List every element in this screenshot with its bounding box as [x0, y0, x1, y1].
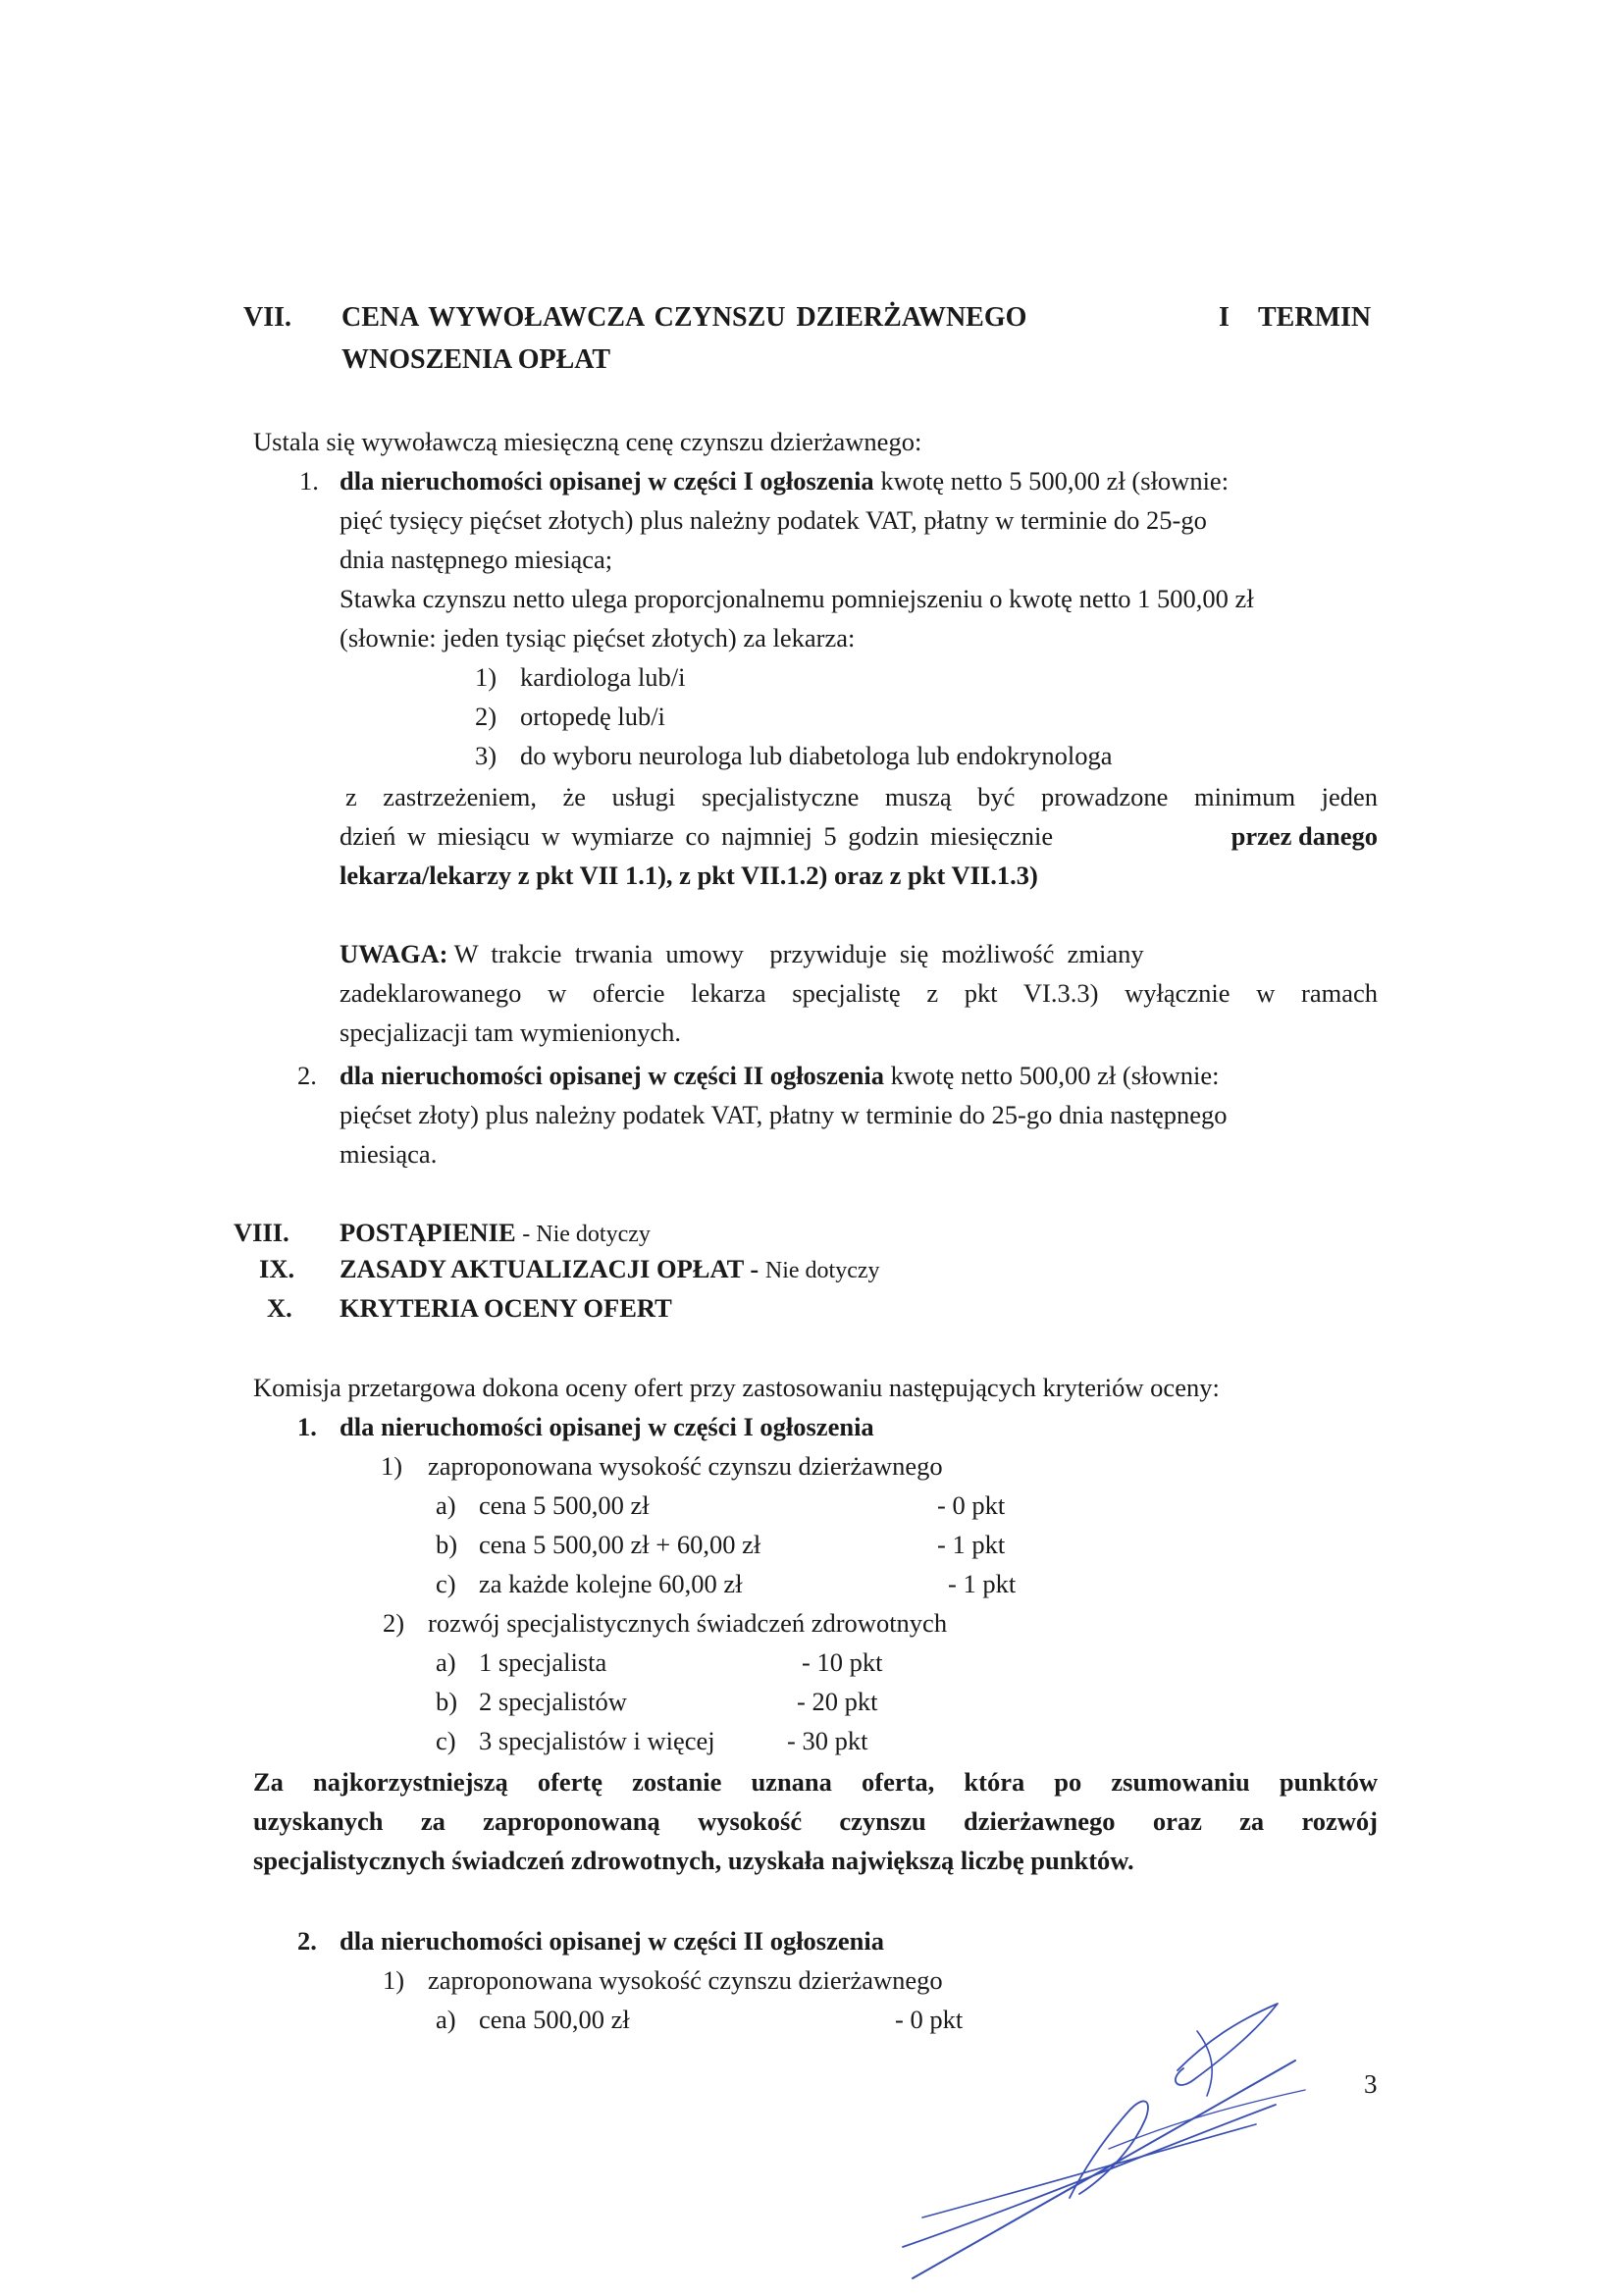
item1-bold: dla nieruchomości opisanej w części I ogłoszenia [340, 466, 874, 496]
part2-number: 2. [297, 1926, 317, 1956]
doctor-3-number: 3) [475, 741, 497, 770]
doctor-2-text: ortopedę lub/i [520, 702, 665, 731]
part1-c1-a-points: - 0 pkt [937, 1490, 1006, 1520]
part1-c1-a-text: cena 5 500,00 zł [479, 1490, 650, 1520]
part1-c1-c-text: za każde kolejne 60,00 zł [479, 1569, 743, 1598]
item2-line1 [340, 1058, 1220, 1093]
section-viii-number: VIII. [234, 1218, 289, 1247]
item2-bold: dla nieruchomości opisanej w części II ogłoszenia [340, 1061, 884, 1090]
condition-line2-bold: przez danego [1230, 821, 1378, 851]
item1-line1-rest: kwotę netto 5 500,00 zł (słownie: [880, 466, 1230, 496]
item2-number: 2. [297, 1061, 317, 1090]
doctor-1-number: 1) [475, 662, 497, 692]
signature-image [883, 2002, 1315, 2296]
item1-line5: (słownie: jeden tysiąc pięćset złotych) za lekarza: [340, 623, 856, 652]
part1-c2-b-points: - 20 pkt [797, 1687, 878, 1716]
section-viii-rest: - Nie dotyczy [522, 1222, 651, 1247]
section-x-number: X. [267, 1293, 292, 1323]
part1-c1-number: 1) [381, 1451, 403, 1481]
section-vii-title-line2: WNOSZENIA OPŁAT [341, 344, 611, 375]
item1-line1 [340, 463, 1229, 498]
note-label: UWAGA: [340, 939, 448, 968]
part1-c1-b-text: cena 5 500,00 zł + 60,00 zł [479, 1530, 761, 1559]
note-line1 [340, 936, 1378, 971]
section-vii-title-termin: TERMIN [1258, 302, 1372, 333]
section-vii-title-i: I [1219, 302, 1230, 333]
section-viii-title: POSTĄPIENIE [340, 1218, 516, 1247]
doctor-3-text: do wyboru neurologa lub diabetologa lub endokrynologa [520, 741, 1113, 770]
item2-line2: pięćset złoty) plus należny podatek VAT, płatny w terminie do 25-go dnia następnego [340, 1100, 1228, 1129]
doctor-1-text: kardiologa lub/i [520, 662, 686, 692]
section-ix-line [340, 1251, 880, 1288]
part1-c2-a-points: - 10 pkt [802, 1647, 883, 1677]
part1-number: 1. [297, 1412, 317, 1441]
part1-c2-b-text: 2 specjalistów [479, 1687, 627, 1716]
note-line1-rest: W trakcie trwania umowy przywiduje się możliwość zmiany [453, 939, 1144, 968]
section-ix-rest: Nie dotyczy [764, 1258, 880, 1283]
part1-c2-b-letter: b) [436, 1687, 458, 1716]
condition-line2-normal: dzień w miesiącu w wymiarze co najmniej 5 godzin miesięcznie [340, 821, 1054, 851]
doctor-2-number: 2) [475, 702, 497, 731]
part1-summary-line3: specjalistycznych świadczeń zdrowotnych, uzyskała największą liczbę punktów. [253, 1846, 1134, 1875]
part1-c1-b-letter: b) [436, 1530, 458, 1559]
part1-c2-a-letter: a) [436, 1647, 456, 1677]
part1-c1-b-points: - 1 pkt [937, 1530, 1006, 1559]
section-x-title: KRYTERIA OCENY OFERT [340, 1293, 672, 1323]
part1-c1-a-letter: a) [436, 1490, 456, 1520]
item2-line3: miesiąca. [340, 1139, 438, 1169]
condition-line2 [340, 818, 1378, 854]
part1-title: dla nieruchomości opisanej w części I ogłoszenia [340, 1412, 874, 1441]
note-line3: specjalizacji tam wymienionych. [340, 1018, 682, 1047]
item1-line2: pięć tysięcy pięćset złotych) plus należny podatek VAT, płatny w terminie do 25-go [340, 505, 1207, 535]
part1-summary-line2: uzyskanych za zaproponowaną wysokość czynszu dzierżawnego oraz za rozwój [253, 1806, 1378, 1836]
part2-c1-title: zaproponowana wysokość czynszu dzierżawnego [428, 1965, 943, 1995]
section-ix-number: IX. [259, 1254, 295, 1283]
part1-c2-c-points: - 30 pkt [787, 1726, 868, 1755]
part2-c1-number: 1) [383, 1965, 405, 1995]
condition-line1: z zastrzeżeniem, że usługi specjalistyczne muszą być prowadzone minimum jeden [345, 782, 1378, 811]
part1-c2-c-text: 3 specjalistów i więcej [479, 1726, 715, 1755]
part1-c2-a-text: 1 specjalista [479, 1647, 607, 1677]
page-number: 3 [1364, 2069, 1378, 2099]
section-ix-title: ZASADY AKTUALIZACJI OPŁAT - [340, 1254, 759, 1283]
section-vii-intro: Ustala się wywoławczą miesięczną cenę czynszu dzierżawnego: [253, 427, 922, 456]
item2-line1-rest: kwotę netto 500,00 zł (słownie: [890, 1061, 1220, 1090]
part2-title: dla nieruchomości opisanej w części II ogłoszenia [340, 1926, 884, 1956]
section-vii-title-line1: CENA WYWOŁAWCZA CZYNSZU DZIERŻAWNEGO [341, 302, 1027, 333]
part2-c1-a-points: - 0 pkt [895, 2005, 964, 2034]
part1-c2-c-letter: c) [436, 1726, 456, 1755]
part1-summary-line1: Za najkorzystniejszą ofertę zostanie uznana oferta, która po zsumowaniu punktów [253, 1767, 1378, 1797]
note-line2: zadeklarowanego w ofercie lekarza specjalistę z pkt VI.3.3) wyłącznie w ramach [340, 978, 1378, 1008]
part2-c1-a-text: cena 500,00 zł [479, 2005, 630, 2034]
section-vii-number: VII. [243, 302, 292, 333]
part1-c1-c-letter: c) [436, 1569, 456, 1598]
item1-line4: Stawka czynszu netto ulega proporcjonalnemu pomniejszeniu o kwotę netto 1 500,00 zł [340, 584, 1254, 613]
part1-c1-title: zaproponowana wysokość czynszu dzierżawnego [428, 1451, 943, 1481]
condition-line3: lekarza/lekarzy z pkt VII 1.1), z pkt VII.1.2) oraz z pkt VII.1.3) [340, 861, 1038, 890]
item1-line3: dnia następnego miesiąca; [340, 545, 613, 574]
item1-number: 1. [299, 466, 319, 496]
part1-c2-number: 2) [383, 1608, 405, 1638]
part1-c1-c-points: - 1 pkt [948, 1569, 1017, 1598]
part1-c2-title: rozwój specjalistycznych świadczeń zdrowotnych [428, 1608, 948, 1638]
part2-c1-a-letter: a) [436, 2005, 456, 2034]
section-viii-line [340, 1215, 651, 1252]
section-x-intro: Komisja przetargowa dokona oceny ofert przy zastosowaniu następujących kryteriów oceny: [253, 1373, 1220, 1402]
